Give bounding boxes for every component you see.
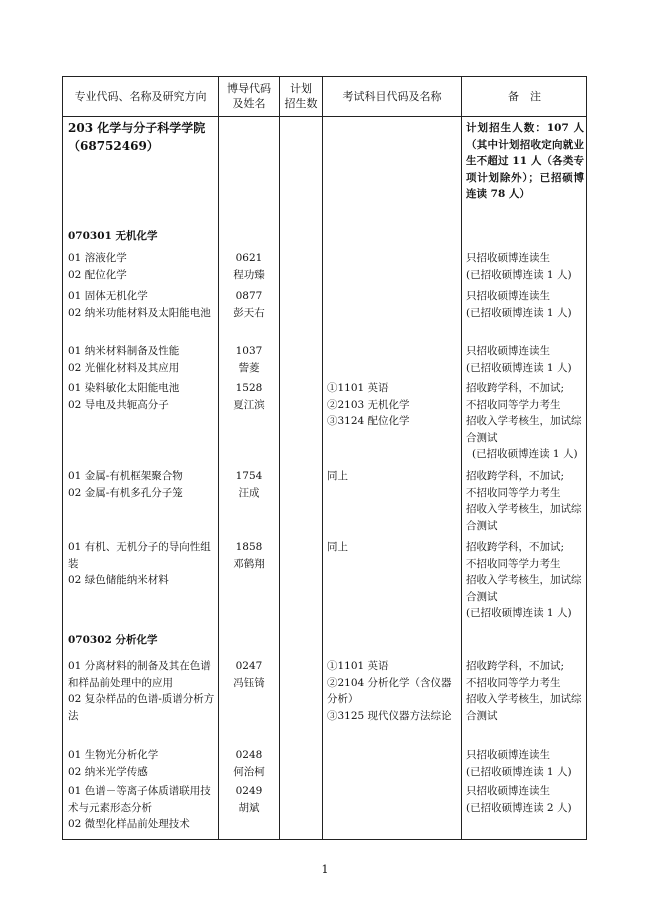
- remarks: 只招收硕博连读生 (已招收硕博连读 1 人): [466, 252, 572, 281]
- advisor: 0877 彭天右: [233, 290, 265, 319]
- research-directions: 01 有机、无机分子的导向性组装 02 绿色储能纳米材料: [68, 541, 211, 586]
- college-plan-note: 计划招生人数：107 人（其中计划招收定向就业生不超过 11 人（各类专项计划除外）；已招硕博连读 78 人）: [466, 122, 584, 200]
- exam-subjects: ①1101 英语 ②2103 无机化学 ③3124 配位化学: [327, 382, 410, 427]
- major-title: 070302 分析化学: [68, 634, 158, 646]
- advisor: 1754 汪成: [235, 470, 263, 499]
- research-directions: 01 染料敏化太阳能电池 02 导电及共轭高分子: [68, 382, 180, 411]
- research-directions: 01 固体无机化学 02 纳米功能材料及太阳能电池: [68, 290, 211, 319]
- college-name: 203 化学与分子科学学院 （68752469）: [68, 121, 206, 153]
- remarks: 招收跨学科，不加试; 不招收同等学力考生 招收入学考核生，加试综合测试 (已招收硕博连读 1 人): [466, 382, 582, 460]
- advisor: 1037 訾菱: [235, 345, 263, 374]
- remarks: 只招收硕博连读生 (已招收硕博连读 1 人): [466, 345, 572, 374]
- advisor: 0249 胡斌: [235, 785, 263, 814]
- exam-subjects: 同上: [327, 470, 348, 482]
- header-divider: [63, 116, 586, 117]
- research-directions: 01 色谱－等离子体质谱联用技术与元素形态分析 02 微型化样品前处理技术: [68, 785, 211, 830]
- advisor: 0621 程功臻: [233, 252, 265, 281]
- column-divider: [461, 77, 462, 839]
- advisor: 0248 何治柯: [233, 749, 265, 778]
- advisor: 0247 冯钰锜: [233, 660, 265, 689]
- remarks: 只招收硕博连读生 (已招收硕博连读 2 人): [466, 785, 572, 814]
- remarks: 只招收硕博连读生 (已招收硕博连读 1 人): [466, 749, 572, 778]
- remarks: 招收跨学科，不加试; 不招收同等学力考生 招收入学考核生，加试综合测试: [466, 470, 582, 532]
- header-major: 专业代码、名称及研究方向: [74, 90, 207, 103]
- header-subjects: 考试科目代码及名称: [342, 90, 442, 103]
- research-directions: 01 金属-有机框架聚合物 02 金属-有机多孔分子笼: [68, 470, 183, 499]
- remarks: 招收跨学科，不加试; 不招收同等学力考生 招收入学考核生，加试综合测试: [466, 660, 582, 722]
- research-directions: 01 纳米材料制备及性能 02 光催化材料及其应用: [68, 345, 180, 374]
- header-advisor: 博导代码 及姓名: [227, 82, 271, 110]
- column-divider: [218, 77, 219, 839]
- header-remarks: 备 注: [508, 90, 541, 103]
- column-divider: [322, 77, 323, 839]
- remarks: 只招收硕博连读生 (已招收硕博连读 1 人): [466, 290, 572, 319]
- remarks: 招收跨学科，不加试; 不招收同等学力考生 招收入学考核生，加试综合测试 (已招收硕博连读 1 人): [466, 541, 582, 619]
- advisor: 1858 邓鹤翔: [233, 541, 265, 570]
- admissions-table: [62, 76, 587, 840]
- column-divider: [279, 77, 280, 839]
- exam-subjects: 同上: [327, 541, 348, 553]
- major-title: 070301 无机化学: [68, 230, 158, 242]
- research-directions: 01 生物光分析化学 02 纳米光学传感: [68, 749, 159, 778]
- research-directions: 01 溶液化学 02 配位化学: [68, 252, 127, 281]
- advisor: 1528 夏江滨: [233, 382, 265, 411]
- research-directions: 01 分离材料的制备及其在色谱和样品前处理中的应用 02 复杂样品的色谱-质谱分析方法: [68, 660, 215, 722]
- page-number: 1: [321, 863, 329, 876]
- header-quota: 计划 招生数: [284, 82, 318, 110]
- exam-subjects: ①1101 英语 ②2104 分析化学（含仪器分析） ③3125 现代仪器方法综论: [327, 660, 452, 722]
